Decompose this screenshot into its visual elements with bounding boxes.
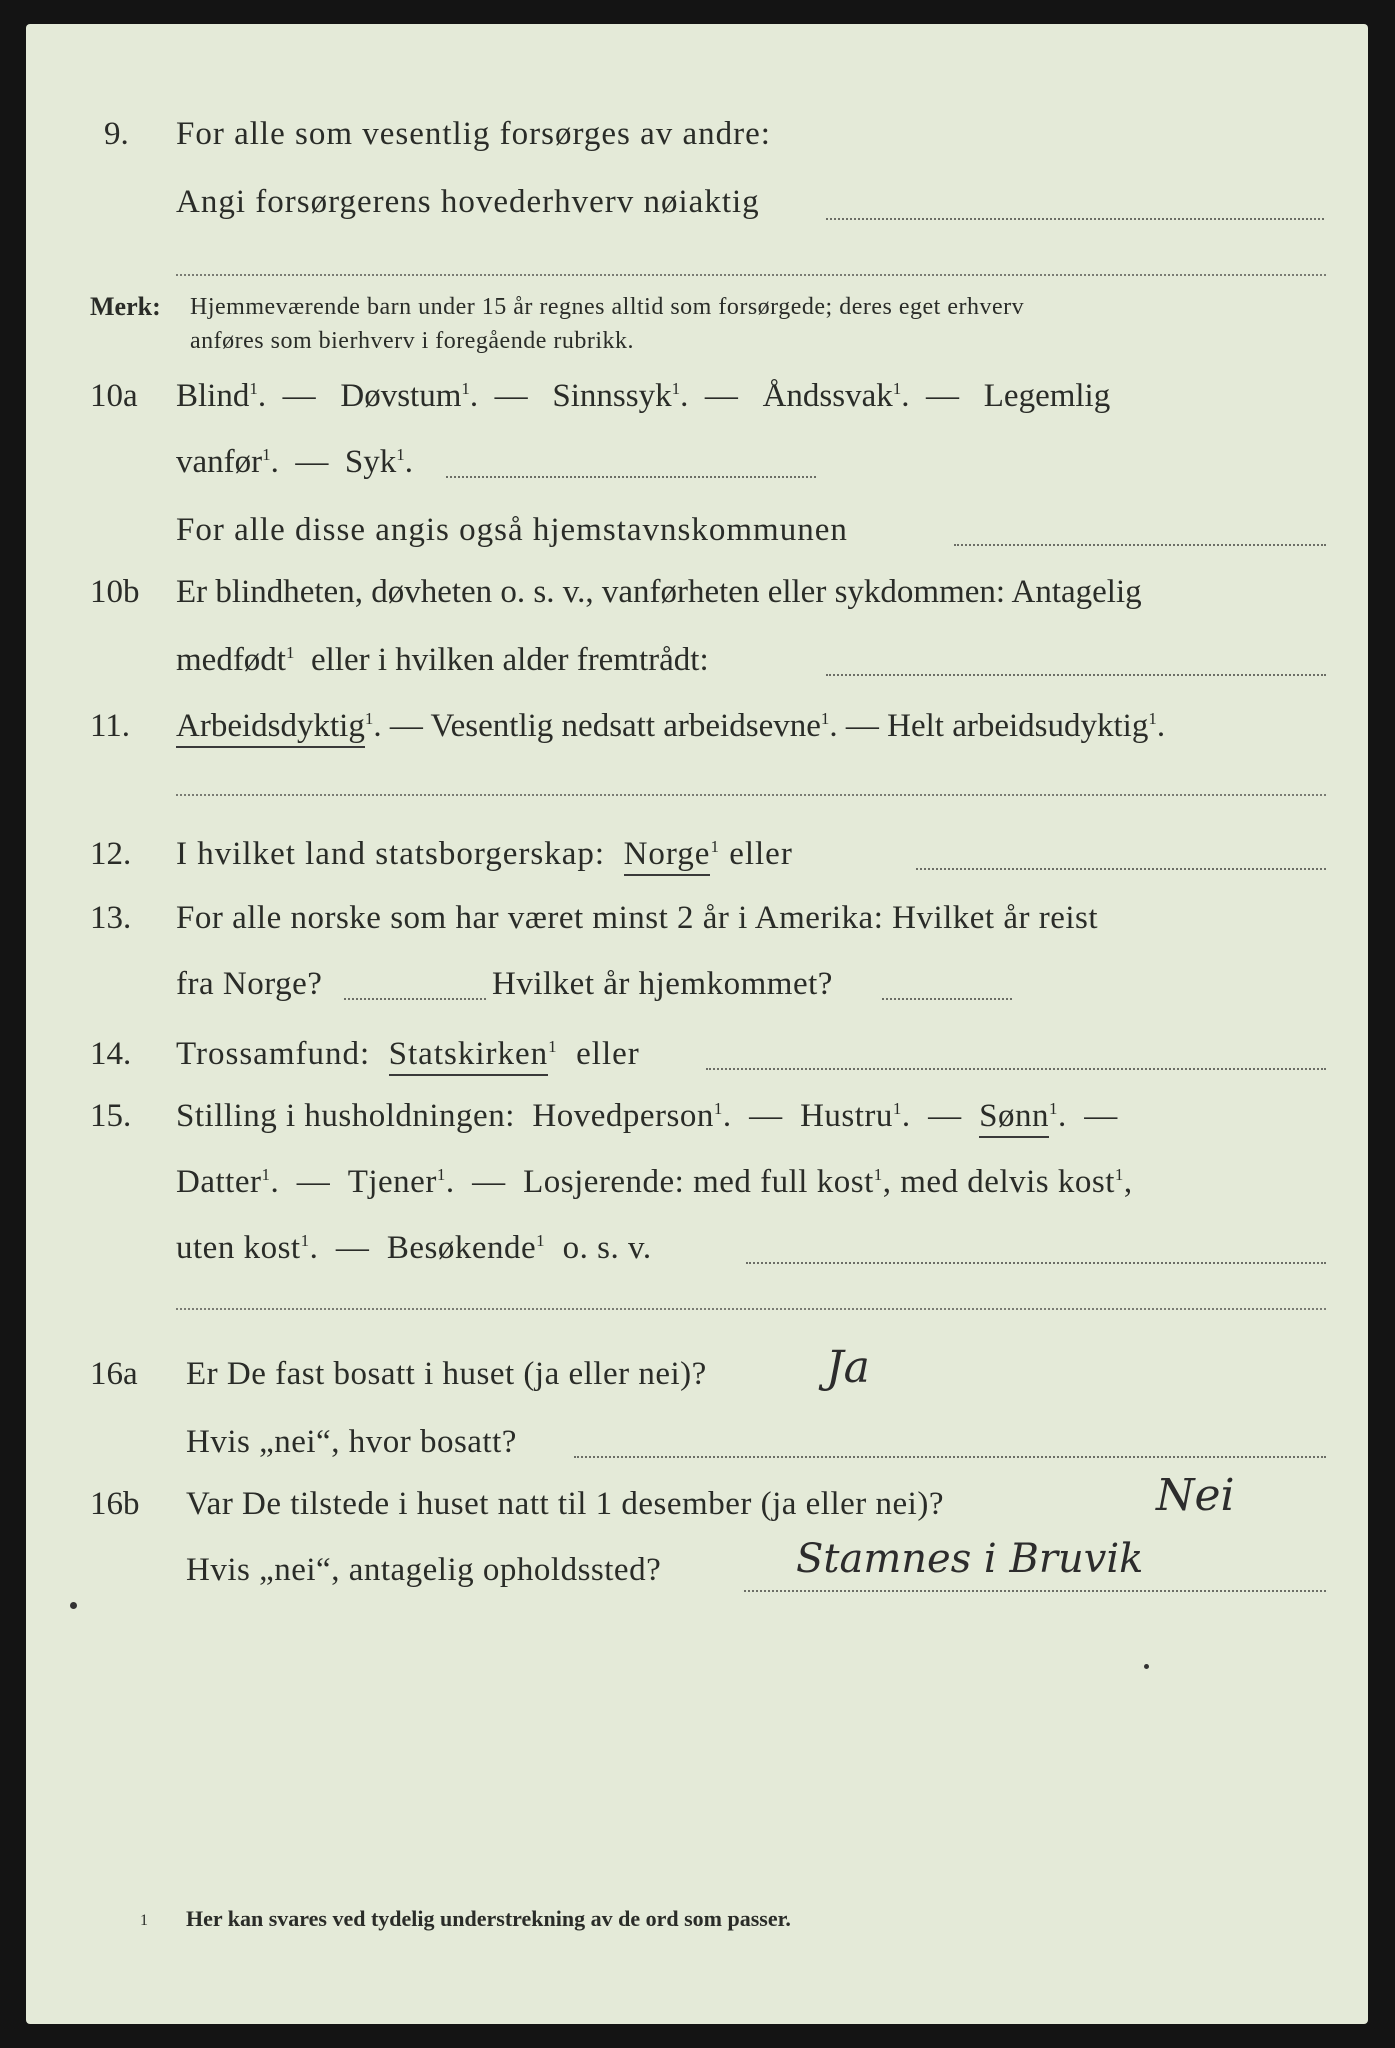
option-tjener[interactable]: Tjener [347,1164,437,1200]
option-hustru[interactable]: Hustru [800,1098,893,1134]
dash: — [704,378,738,414]
option-full-kost[interactable]: Losjerende: med full kost [523,1164,874,1200]
q10a-number: 10a [90,378,138,414]
option-hovedperson[interactable]: Hovedperson [532,1098,714,1134]
q13-number: 13. [90,900,132,936]
dash: — [335,1230,370,1266]
merk-line1: Hjemmeværende barn under 15 år regnes alltid som forsørgede; deres eget erhverv [190,294,1025,320]
dash: — [845,708,879,744]
sup-mark: 1 [1148,709,1157,728]
option-sonn[interactable]: Sønn [979,1098,1049,1138]
dash: — [389,708,423,744]
q9-line2: Angi forsørgerens hovederhverv nøiaktig [176,184,760,220]
ink-speck [70,1602,77,1609]
q15-line3: uten kost$^1$. — Besøkende$^1$ o. s. v. [176,1230,652,1266]
q9-answer-line[interactable] [826,218,1324,220]
q13-hjem-line[interactable] [882,998,1012,1000]
q15-lead: Stilling i husholdningen: [176,1098,515,1134]
q14-eller: eller [576,1036,640,1072]
option-medfodt[interactable]: medfødt [176,642,286,678]
dash: — [1084,1098,1118,1134]
q16b-place-handwritten[interactable]: Stamnes i Bruvik [796,1536,1144,1582]
q15-line1: Stilling i husholdningen: Hovedperson$^1$. — Hustru$^1$. — Sønn$^1$. — [176,1096,1118,1136]
footnote-text: Her kan svares ved tydelig understrekning av de ord som passer. [186,1906,791,1931]
sup-mark: 1 [1114,1165,1124,1184]
option-sinnssyk[interactable]: Sinnssyk [552,378,672,414]
q12-answer-line[interactable] [916,868,1326,870]
dash: — [926,378,960,414]
dash: — [472,1164,506,1200]
option-statskirken[interactable]: Statskirken [389,1036,548,1076]
sup-mark: 1 [892,379,902,398]
q11-line: Arbeidsdyktig$^1$. — Vesentlig nedsatt arbeidsevne$^1$. — Helt arbeidsudyktig$^1$. [176,706,1165,746]
sup-mark: 1 [300,1231,310,1250]
q16a-answer-line[interactable] [574,1456,1326,1458]
q10a-line2: vanfør$^1$. — Syk$^1$. [176,444,413,480]
sup-mark: 1 [536,1231,546,1250]
q16a-number: 16a [90,1356,138,1392]
census-form-page [26,24,1368,2024]
merk-line2: anføres som bierhverv i foregående rubrikk. [190,328,635,354]
q10b-answer-line[interactable] [826,674,1326,676]
merk-label: Merk: [90,292,161,321]
q14-line [176,1034,640,1074]
q12-number: 12. [90,836,132,872]
option-uten-kost[interactable]: uten kost [176,1230,301,1266]
q16b-answer-line[interactable] [744,1590,1326,1592]
q14-answer-line[interactable] [706,1068,1326,1070]
dash: — [296,1164,331,1200]
sup-mark: 1 [548,1037,558,1056]
option-datter[interactable]: Datter [176,1164,262,1200]
dash: — [295,444,329,480]
q13-hjem: Hvilket år hjemkommet? [492,966,833,1002]
option-arbeidsdyktig[interactable]: Arbeidsdyktig [176,708,365,748]
q13-line1: For alle norske som har været minst 2 år i Amerika: Hvilket år reist [176,900,1099,936]
option-dovstum[interactable]: Døvstum [340,378,462,414]
sup-mark: 1 [710,837,720,856]
option-legemlig[interactable]: Legemlig [983,378,1111,414]
q10b-line2-rest: eller i hvilken alder fremtrådt: [310,642,709,678]
q10b-line1: Er blindheten, døvheten o. s. v., vanførheten eller sykdommen: Antagelig [176,574,1142,610]
q9-number: 9. [104,116,129,152]
dash: — [282,378,316,414]
option-vanfor[interactable]: vanfør [176,444,263,480]
q14-number: 14. [90,1036,132,1072]
option-delvis-kost[interactable]: med delvis kost [900,1164,1115,1200]
footnote-number: 1 [140,1912,148,1929]
q16b-number: 16b [90,1486,140,1522]
q16b-line1: Var De tilstede i huset natt til 1 desember (ja eller nei)? [186,1486,944,1522]
option-udyktig[interactable]: Helt arbeidsudyktig [887,708,1149,744]
q15-rule [176,1308,1326,1310]
sup-mark: 1 [396,445,405,464]
q12-eller: eller [729,836,793,872]
q15-line2: Datter$^1$. — Tjener$^1$. — Losjerende: med full kost$^1$, med delvis kost$^1$, [176,1164,1133,1200]
q16a-line2: Hvis „nei“, hvor bosatt? [186,1424,517,1460]
dash: — [749,1098,783,1134]
sup-mark: 1 [364,709,374,728]
q11-number: 11. [90,708,131,744]
sup-mark: 1 [285,643,295,662]
q12-text: I hvilket land statsborgerskap: [176,836,606,872]
option-besokende[interactable]: Besøkende [386,1230,537,1266]
q9-line1: For alle som vesentlig forsørges av andre: [176,116,771,152]
q11-rule [176,794,1326,796]
option-blind[interactable]: Blind [176,378,250,414]
sup-mark: 1 [713,1099,723,1118]
sup-mark: 1 [249,379,258,398]
sup-mark: 1 [1049,1099,1059,1118]
q10a-kommune-line[interactable] [954,544,1326,546]
sup-mark: 1 [892,1099,902,1118]
q15-number: 15. [90,1098,132,1134]
q13-fra-line[interactable] [344,998,486,1000]
q16b-line2: Hvis „nei“, antagelig opholdssted? [186,1552,662,1588]
q10b-number: 10b [90,574,140,610]
sup-mark: 1 [873,1165,883,1184]
q13-fra: fra Norge? [176,966,323,1002]
q16a-answer-handwritten[interactable]: Ja [826,1342,870,1393]
q15-osv: o. s. v. [562,1230,652,1266]
sup-mark: 1 [436,1165,446,1184]
q14-text: Trossamfund: [176,1036,371,1072]
q10a-line1: Blind$^1$. — Døvstum$^1$. — Sinnssyk$^1$. — Åndssvak$^1$. — Legemlig [176,378,1111,414]
dash: — [928,1098,962,1134]
option-norge[interactable]: Norge [624,836,711,876]
option-nedsatt[interactable]: Vesentlig nedsatt arbeidsevne [430,708,821,744]
dash: — [494,378,528,414]
option-andssvak[interactable]: Åndssvak [762,378,893,414]
ink-speck [1144,1664,1149,1669]
sup-mark: 1 [671,379,681,398]
q10a-line3: For alle disse angis også hjemstavnskommunen [176,512,848,548]
q16a-line1: Er De fast bosatt i huset (ja eller nei)? [186,1356,707,1392]
sup-mark: 1 [262,445,271,464]
sup-mark: 1 [820,709,830,728]
option-syk[interactable]: Syk [344,444,397,480]
q9-rule [176,274,1326,276]
q12-line [176,834,793,874]
sup-mark: 1 [461,379,470,398]
q10b-line2 [176,640,709,680]
q16b-answer-handwritten[interactable]: Nei [1156,1470,1235,1521]
q15-answer-line[interactable] [746,1262,1326,1264]
sup-mark: 1 [261,1165,271,1184]
q10a-syk-line[interactable] [446,476,816,478]
